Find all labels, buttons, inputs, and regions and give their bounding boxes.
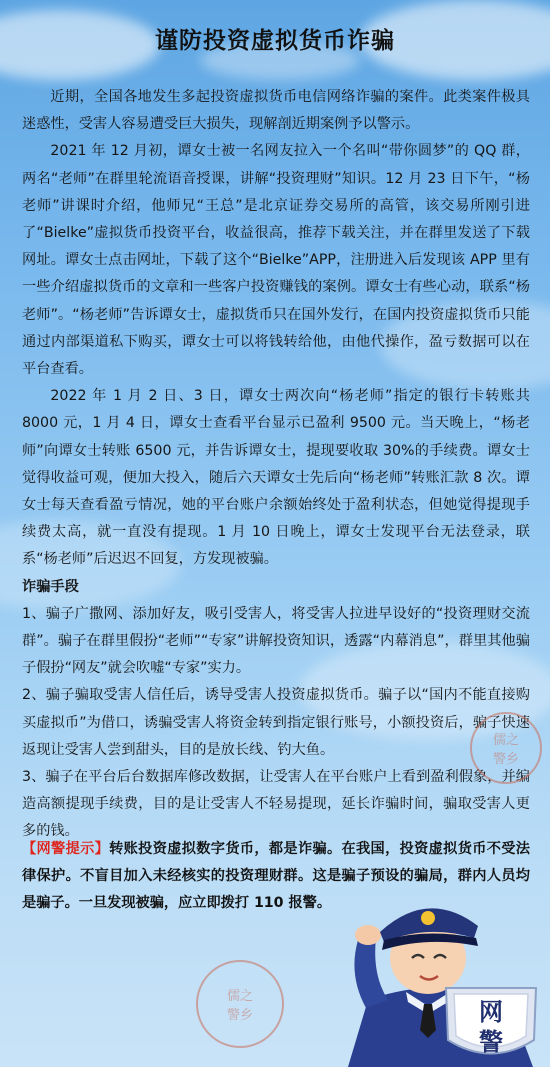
case-paragraph-2: 2022 年 1 月 2 日、3 日，谭女士两次向“杨老师”指定的银行卡转账共 8000 元，1 月 4 日，谭女士查看平台显示已盈利 9500 元。当天晚上，“杨老师”向谭女士转账 6500 元，并告诉谭女士，提现要收取 30%的手续费。谭女士觉得收益可观，便加大投入，随后六天谭女士先后向“杨老师”转账汇款 8 次。谭女士每天查看盈亏情况，她的平台账户余额始终处于盈利状态，但她觉得提现手续费太高，就一直没有提现。1 月 10 日晚上，谭女士发现平台无法登录，联系“杨老师”后迟迟不回复，方发现被骗。 xyxy=(22,388,530,568)
stamp-watermark xyxy=(470,712,542,784)
method-item-1: 1、骗子广撒网、添加好友，吸引受害人，将受害人拉进早设好的“投资理财交流群”。骗子在群里假扮“老师”“专家”讲解投资知识，透露“内幕消息”，群里其他骗子假扮“网友”就会吹嘘“专家”实力。 xyxy=(22,605,530,677)
stamp-line-2: 警乡 xyxy=(492,752,519,767)
badge-top-text: 网 xyxy=(479,997,503,1026)
stamp-line-1: 儒之 xyxy=(226,989,253,1004)
method-item-3: 3、骗子在平台后台数据库修改数据，让受害人在平台账户上看到盈利假象，并编造高额提现手续费，目的是让受害人不轻易提现，延长诈骗时间，骗取受害人更多的钱。 xyxy=(22,769,530,840)
stamp-line-1: 儒之 xyxy=(492,733,519,748)
stamp-watermark xyxy=(196,960,284,1048)
method-item-2: 2、骗子骗取受害人信任后，诱导受害人投资虚拟货币。骗子以“国内不能直接购买虚拟币”为借口，诱骗受害人将资金转到指定银行账号，小额投资后，骗子快速返现让受害人尝到甜头，目的是放长线、钓大鱼。 xyxy=(22,687,530,758)
page-title: 谨防投资虚拟货币诈骗 xyxy=(155,27,395,54)
badge-bottom-text: 警 xyxy=(479,1027,503,1056)
intro-paragraph: 近期，全国各地发生多起投资虚拟货币电信网络诈骗的案件。此类案件极具迷惑性，受害人容易遭受巨大损失，现解剖近期案例予以警示。 xyxy=(22,89,530,133)
police-officer-illustration xyxy=(328,880,550,1067)
stamp-line-2: 警乡 xyxy=(226,1008,253,1023)
article-body xyxy=(22,84,530,846)
section-heading: 诈骗手段 xyxy=(22,578,79,595)
warning-tag: 【网警提示】 xyxy=(22,841,110,857)
case-paragraph-1: 2021 年 12 月初，谭女士被一名网友拉入一个名叫“带你圆梦”的 QQ 群，两名“老师”在群里轮流语音授课，讲解“投资理财”知识。12 月 23 日下午，“杨老师”讲课时介绍，他师兄“王总”是北京证券交易所的高管，该交易所刚引进了“Bielke”虚拟货币投资平台，收益很高，推荐下载关注，并在群里发送了下载网址。谭女士点击网址，下载了这个“Bielke”APP，注册进入后发现该 APP 里有一些介绍虚拟货币的文章和一些客户投资赚钱的案例。谭女士有些心动，联系“杨老师”。“杨老师”告诉谭女士，虚拟货币只在国外发行，在国内投资虚拟货币只能通过内部渠道私下购买，谭女士可以将钱转给他，由他代操作，盈亏数据可以在平台查看。 xyxy=(22,143,530,378)
warning-text: 转账投资虚拟数字货币，都是诈骗。在我国，投资虚拟货币不受法律保护。不盲目加入未经核实的投资理财群。这是骗子预设的骗局，群内人员均是骗子。一旦发现被骗，应立即拨打 110 报警。 xyxy=(22,841,530,912)
